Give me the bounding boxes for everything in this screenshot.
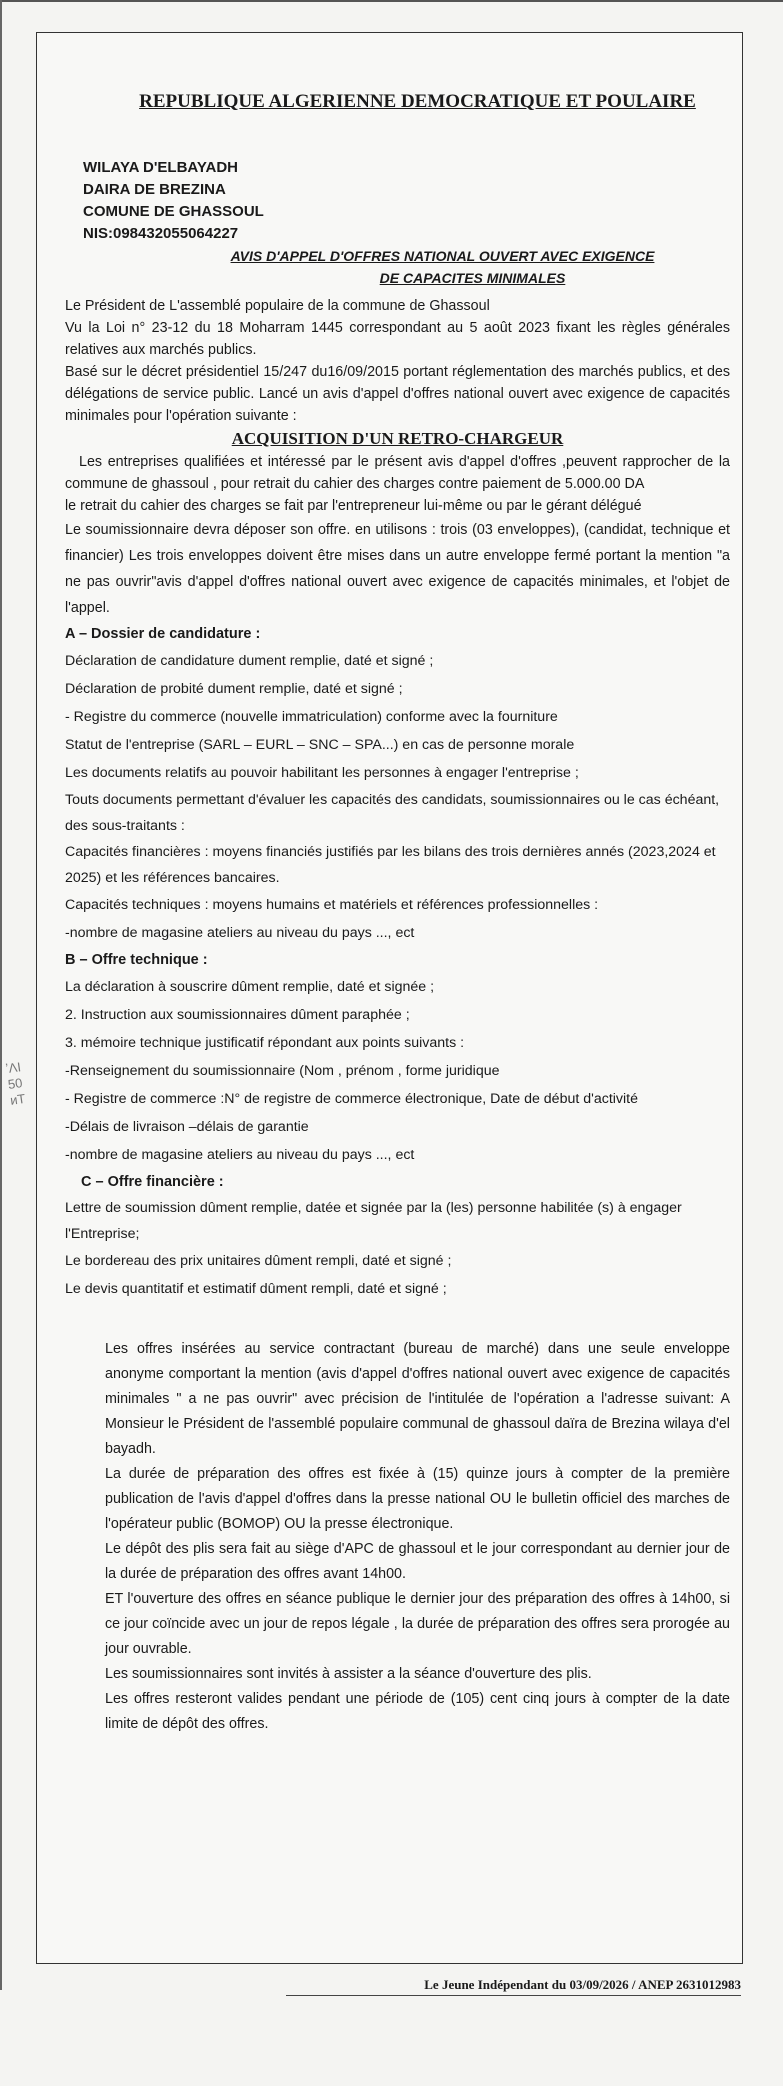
wilaya-line: WILAYA D'ELBAYADH bbox=[83, 159, 238, 176]
publication-footer: Le Jeune Indépendant du 03/09/2026 / ANEP 2631012983 bbox=[286, 1977, 741, 1996]
margin-handwriting: ʼɅI 50 ᴎT bbox=[4, 1059, 27, 1108]
republic-title: REPUBLIQUE ALGERIENNE DEMOCRATIQUE ET POULAIRE bbox=[139, 91, 696, 112]
daira-line: DAIRA DE BREZINA bbox=[83, 181, 226, 198]
section-a-title: A – Dossier de candidature : bbox=[65, 626, 261, 642]
notice-subtitle-2: DE CAPACITES MINIMALES bbox=[379, 270, 566, 286]
commune-line: COMUNE DE GHASSOUL bbox=[83, 203, 264, 220]
closing-duration: La durée de préparation des offres est fixée à (15) quinze jours à compter de la première publication de l'avis d'appel d'offres dans la presse national OU le bulletin officiel des marches de l'opérateur public (BOMOP) OU la presse électronique. bbox=[105, 1466, 730, 1532]
list-item: Statut de l'entreprise (SARL – EURL – SNC – SPA...) en cas de personne morale bbox=[65, 737, 575, 753]
intro-decree: Basé sur le décret présidentiel 15/247 du16/09/2015 portant réglementation des marchés publics, et des délégations de service public. Lancé un avis d'appel d'offres national ouvert avec exigence de capacités minimales pour l'opération suivante : bbox=[65, 364, 730, 424]
left-column-rule bbox=[0, 0, 2, 1990]
list-item: Le devis quantitatif et estimatif dûment rempli, daté et signé ; bbox=[65, 1281, 447, 1297]
closing-deposit: Le dépôt des plis sera fait au siège d'APC de ghassoul et le jour correspondant au dernier jour de la durée de préparation des offres avant 14h00. bbox=[105, 1541, 730, 1582]
closing-invitation: Les soumissionnaires sont invités à assister a la séance d'ouverture des plis. bbox=[105, 1666, 592, 1682]
list-item: Le bordereau des prix unitaires dûment rempli, daté et signé ; bbox=[65, 1253, 452, 1269]
list-item: - Registre de commerce :N° de registre de commerce électronique, Date de début d'activité bbox=[65, 1091, 638, 1107]
spacer bbox=[65, 1303, 730, 1337]
list-item: -Renseignement du soumissionnaire (Nom , prénom , forme juridique bbox=[65, 1063, 500, 1079]
list-item: La déclaration à souscrire dûment remplie, daté et signée ; bbox=[65, 979, 435, 995]
operation-title: ACQUISITION D'UN RETRO-CHARGEUR bbox=[231, 429, 564, 448]
list-item: Capacités techniques : moyens humains et matériels et références professionnelles : bbox=[65, 897, 599, 913]
intro-law: Vu la Loi n° 23-12 du 18 Moharram 1445 correspondant au 5 août 2023 fixant les règles générales relatives aux marchés publics. bbox=[65, 320, 730, 358]
list-item: -Délais de livraison –délais de garantie bbox=[65, 1119, 309, 1135]
list-item: 2. Instruction aux soumissionnaires dûment paraphée ; bbox=[65, 1007, 410, 1023]
notice-subtitle-1: AVIS D'APPEL D'OFFRES NATIONAL OUVERT AVEC EXIGENCE bbox=[230, 248, 655, 264]
section-b-title: B – Offre technique : bbox=[65, 952, 208, 968]
top-rule bbox=[0, 0, 783, 2]
body-retrieval: Les entreprises qualifiées et intéressé par le présent avis d'appel d'offres ,peuvent rapprocher de la commune de ghassoul , pour retrait du cahier des charges contre paiement de 5.000.00 DA bbox=[65, 454, 730, 492]
list-item: - Registre du commerce (nouvelle immatriculation) conforme avec la fourniture bbox=[65, 709, 558, 725]
closing-validity: Les offres resteront valides pendant une période de (105) cent cinq jours à compter de la date limite de dépôt des offres. bbox=[105, 1691, 730, 1732]
intro-president: Le Président de L'assemblé populaire de la commune de Ghassoul bbox=[65, 298, 490, 314]
list-item: 3. mémoire technique justificatif répondant aux points suivants : bbox=[65, 1035, 465, 1051]
list-item: Lettre de soumission dûment remplie, datée et signée par la (les) personne habilitée (s) à engager l'Entreprise; bbox=[65, 1200, 682, 1242]
list-item: Déclaration de probité dument remplie, daté et signé ; bbox=[65, 681, 403, 697]
nis-line: NIS:098432055064227 bbox=[83, 225, 239, 242]
closing-opening: ET l'ouverture des offres en séance publique le dernier jour des préparation des offres à 14h00, si ce jour coïncide avec un jour de repos légale , la durée de préparation des offres sera prorogée au jour ouvrable. bbox=[105, 1591, 730, 1657]
list-item: Touts documents permettant d'évaluer les capacités des candidats, soumissionnaires ou le cas échéant, des sous-traitants : bbox=[65, 792, 720, 834]
body-withdrawal: le retrait du cahier des charges se fait par l'entrepreneur lui-même ou par le gérant délégué bbox=[65, 498, 642, 514]
list-item: Les documents relatifs au pouvoir habilitant les personnes à engager l'entreprise ; bbox=[65, 765, 579, 781]
list-item: -nombre de magasine ateliers au niveau du pays ..., ect bbox=[65, 925, 415, 941]
list-item: Capacités financières : moyens financiés justifiés par les bilans des trois dernières annés (2023,2024 et 2025) et les références bancaires. bbox=[65, 844, 716, 886]
section-c-title: C – Offre financière : bbox=[81, 1174, 224, 1190]
closing-offers: Les offres insérées au service contractant (bureau de marché) dans une seule enveloppe anonyme comportant la mention (avis d'appel d'offres national ouvert avec exigence de capacités minimales " a ne pas ouvrir" avec précision de l'intitulée de l'opération a l'adresse suivant: A Monsieur le Président de l'assemblé populaire communal de ghassoul daïra de Brezina wilaya d'el bayadh. bbox=[105, 1341, 730, 1457]
list-item: -nombre de magasine ateliers au niveau du pays ..., ect bbox=[65, 1147, 415, 1163]
body-envelopes: Le soumissionnaire devra déposer son offre. en utilisons : trois (03 enveloppes), (candidat, technique et financier) Les trois enveloppes doivent être mises dans un autre enveloppe fermé portant la mention "a ne pas ouvrir"avis d'appel d'offres national ouvert avec exigence de capacités minimales, et l'objet de l'appel. bbox=[65, 522, 730, 616]
notice-frame bbox=[36, 32, 743, 1964]
list-item: Déclaration de candidature dument remplie, daté et signé ; bbox=[65, 653, 434, 669]
notice-content bbox=[65, 91, 730, 1737]
